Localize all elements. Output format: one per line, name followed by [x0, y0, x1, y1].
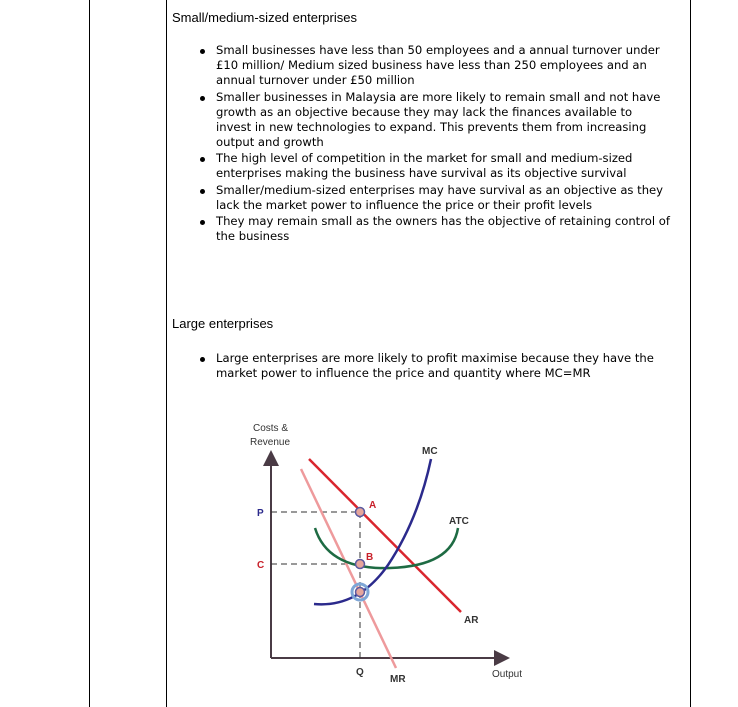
list-item [200, 183, 670, 213]
list-item-text: Smaller/medium-sized enterprises may have survival as an objective as they lack the market power to influence the price or their profit levels [216, 182, 664, 212]
table-border-left [89, 0, 90, 707]
large-bullet-list [200, 351, 670, 383]
bullet-icon [200, 220, 205, 225]
bullet-icon [200, 49, 205, 54]
list-item-text: Smaller businesses in Malaysia are more likely to remain small and not have growth as an objective because they may lack the finances available to invest in new technologies to expand. This prevents them from increasing output and growth [216, 89, 661, 149]
y-axis-label: Costs & [253, 423, 289, 434]
tick-c-label: C [257, 560, 265, 571]
point-a-marker [356, 508, 365, 517]
mr-label: MR [390, 674, 406, 685]
table-border-right [690, 0, 691, 707]
y-axis-label: Revenue [250, 437, 291, 448]
mc-label: MC [422, 446, 438, 457]
large-heading: Large enterprises [172, 316, 274, 331]
bullet-icon [200, 96, 205, 101]
table-border-middle [166, 0, 167, 707]
tick-p-label: P [257, 508, 264, 519]
point-a-label: A [369, 500, 377, 511]
list-item [200, 151, 670, 181]
bullet-icon [200, 189, 205, 194]
tick-q-label: Q [356, 667, 364, 678]
profit-maximisation-diagram [240, 410, 540, 707]
list-item-text: Small businesses have less than 50 employees and a annual turnover under £10 million/ Medium sized business have less than 250 employees and an annual turnover under £50 million [216, 43, 660, 87]
list-item-text: Large enterprises are more likely to profit maximise because they have the market power to influence the price and quantity where MC=MR [216, 351, 654, 380]
ar-label: AR [464, 615, 479, 626]
list-item [200, 43, 670, 88]
list-item [200, 214, 670, 244]
list-item [200, 90, 670, 150]
list-item-text: They may remain small as the owners has the objective of retaining control of the business [216, 214, 670, 243]
atc-curve [315, 528, 458, 568]
bullet-icon [200, 157, 205, 162]
list-item-text: The high level of competition in the market for small and medium-sized enterprises making the business have survival as its objective survival [216, 151, 633, 180]
bullet-icon [200, 357, 205, 362]
sme-bullet-list [200, 43, 670, 246]
point-b-marker [356, 560, 365, 569]
point-b-label: B [366, 552, 374, 563]
sme-heading: Small/medium-sized enterprises [172, 10, 357, 25]
mc-mr-point-marker [356, 588, 365, 597]
atc-label: ATC [449, 516, 469, 527]
list-item [200, 351, 670, 381]
x-axis-label: Output [492, 669, 523, 680]
